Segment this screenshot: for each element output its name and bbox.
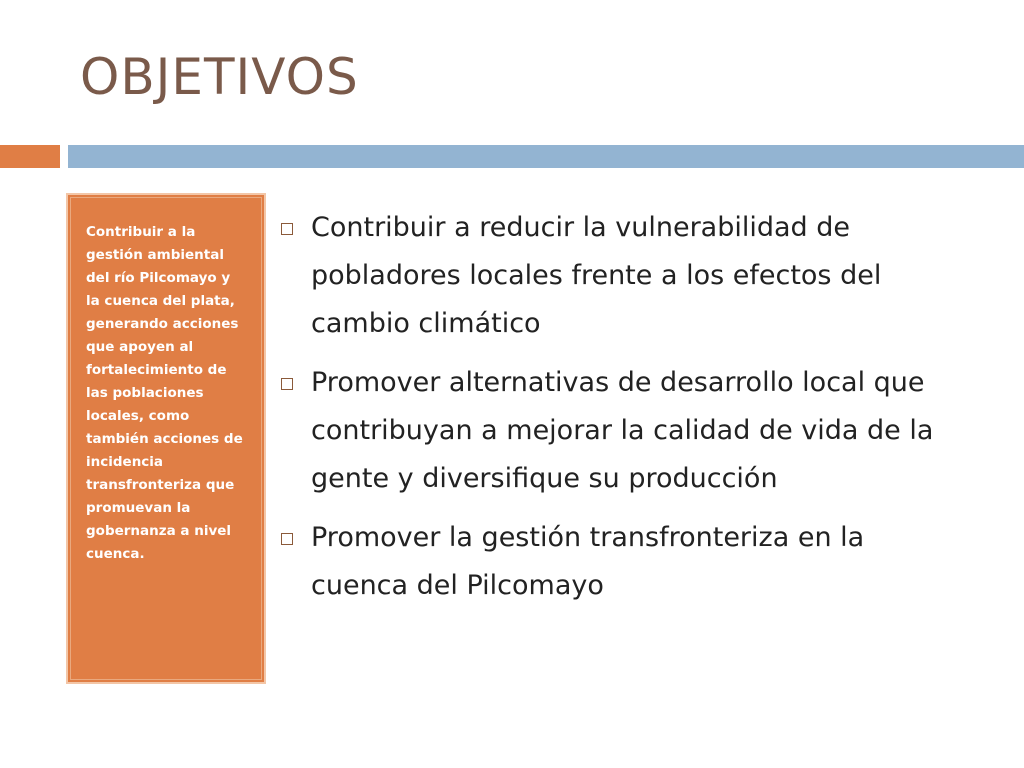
- title-divider-bar: [68, 145, 1024, 168]
- specific-objectives-list: [275, 204, 965, 621]
- slide-title: OBJETIVOS: [80, 48, 359, 106]
- square-bullet-icon: [281, 223, 293, 235]
- list-item-text: Promover la gestión transfronteriza en la cuenca del Pilcomayo: [311, 522, 865, 601]
- title-accent-bar: [0, 145, 60, 168]
- square-bullet-icon: [281, 533, 293, 545]
- general-objective-text: Contribuir a la gestión ambiental del río Pilcomayo y la cuenca del plata, generando acciones que apoyen al fortalecimiento de las poblaciones locales, como también acciones de incidencia transfronteriza que promuevan la gobernanza a nivel cuenca.: [86, 224, 243, 562]
- list-item-text: Promover alternativas de desarrollo local que contribuyan a mejorar la calidad de vida de la gente y diversifique su producción: [311, 367, 934, 494]
- list-item: [275, 204, 965, 348]
- list-item: [275, 359, 965, 503]
- square-bullet-icon: [281, 378, 293, 390]
- general-objective-box: [66, 193, 266, 684]
- list-item: [275, 514, 965, 610]
- list-item-text: Contribuir a reducir la vulnerabilidad de pobladores locales frente a los efectos del cambio climático: [311, 212, 882, 339]
